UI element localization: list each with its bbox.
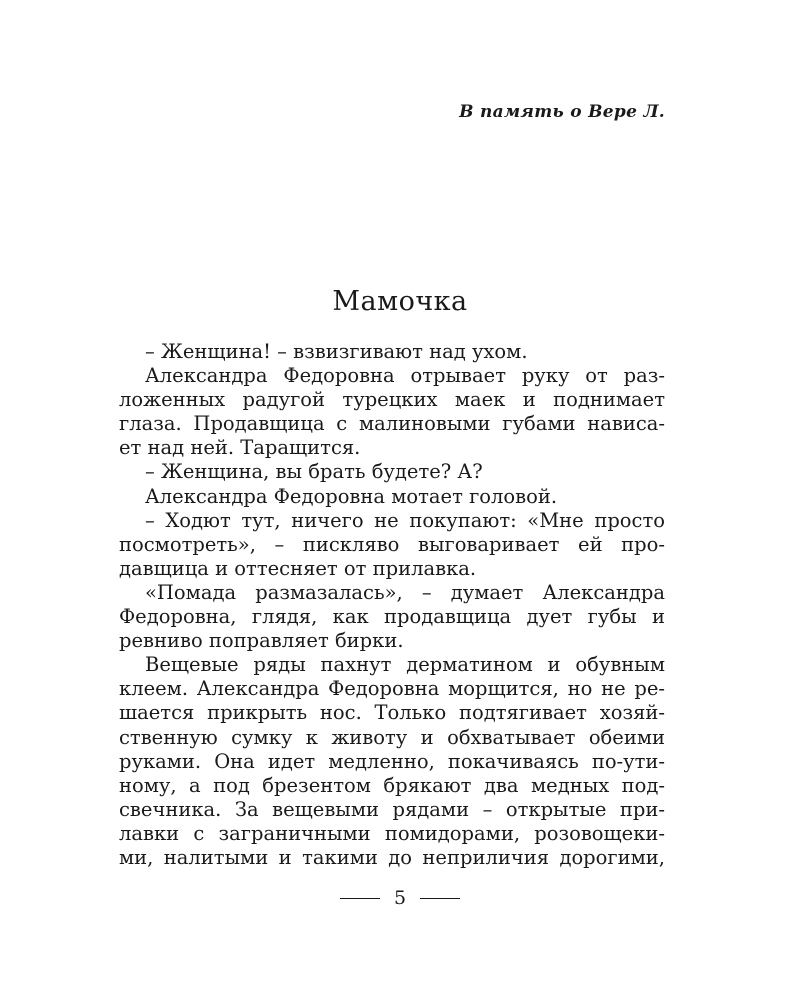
- text-line: ми, налитыми и такими до неприличия дорогими,: [119, 845, 665, 869]
- page-number: 5: [393, 887, 407, 909]
- footer-rule-right: [420, 898, 460, 899]
- text-line: ревниво поправляет бирки.: [119, 629, 404, 653]
- text-line: руками. Она идет медленно, покачиваясь по-ути-: [119, 749, 665, 773]
- text-line: шается прикрыть нос. Только подтягивает хозяй-: [119, 701, 665, 725]
- text-line: глаза. Продавщица с малиновыми губами нависа-: [119, 412, 665, 436]
- text-line: ет над ней. Таращится.: [119, 436, 361, 460]
- text-line: Александра Федоровна отрывает руку от раз-: [145, 364, 665, 388]
- text-line: свечника. За вещевыми рядами – открытые при-: [119, 797, 665, 821]
- text-line: Федоровна, глядя, как продавщица дует губы и: [119, 605, 665, 629]
- body-text: [119, 340, 665, 870]
- text-line: ложенных радугой турецких маек и поднимает: [119, 388, 665, 412]
- text-line: давщица и оттесняет от прилавка.: [119, 556, 477, 580]
- page-footer: [0, 886, 800, 910]
- epigraph: В память о Вере Л.: [459, 102, 665, 122]
- text-line: Александра Федоровна мотает головой.: [145, 484, 558, 508]
- text-line: «Помада размазалась», – думает Александра: [145, 580, 665, 604]
- text-line: лавки с заграничными помидорами, розовощеки-: [119, 821, 665, 845]
- text-line: клеем. Александра Федоровна морщится, но не ре-: [119, 677, 665, 701]
- text-line: – Ходют тут, ничего не покупают: «Мне просто: [145, 508, 665, 532]
- footer-rule-left: [340, 898, 380, 899]
- text-line: ственную сумку к животу и обхватывает обеими: [119, 725, 665, 749]
- chapter-title: Мамочка: [332, 286, 468, 317]
- text-line: Вещевые ряды пахнут дерматином и обувным: [145, 653, 665, 677]
- text-line: – Женщина, вы брать будете? А?: [145, 460, 483, 484]
- text-line: – Женщина! – взвизгивают над ухом.: [145, 340, 528, 363]
- text-line: посмотреть», – пискляво выговаривает ей про-: [119, 532, 665, 556]
- text-line: ному, а под брезентом брякают два медных под-: [119, 773, 665, 797]
